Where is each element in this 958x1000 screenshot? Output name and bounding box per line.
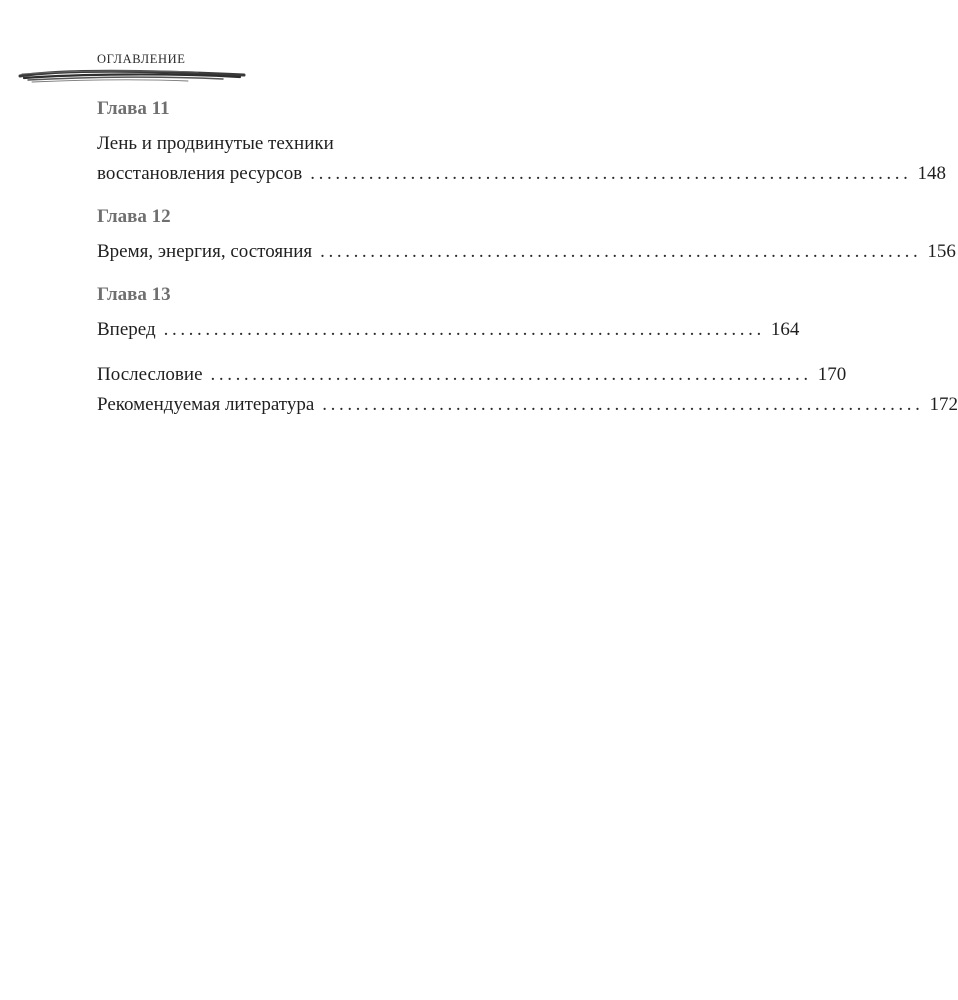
running-head: ОГЛАВЛЕНИЕ [97,52,186,66]
toc-entry-title: Послесловие [97,364,203,385]
chapter-heading: Глава 12 [97,206,171,227]
toc-chapter-13 [97,282,800,345]
toc-entry[interactable] [97,315,800,345]
toc-page-number: 172 [929,394,958,415]
dot-leader: ........................................................................ [163,319,765,340]
toc-entry[interactable] [97,129,946,189]
toc-entry-title: Вперед [97,319,156,340]
toc-page-number: 156 [927,241,956,262]
toc-entry[interactable] [97,237,956,267]
toc-entry-title-continued: восстановления ресурсов [97,163,303,184]
toc-page-number: 148 [917,163,946,184]
brush-stroke-decoration [18,66,246,86]
dot-leader: ........................................................................ [320,241,922,262]
chapter-heading: Глава 11 [97,98,170,119]
toc-page-number: 170 [817,364,847,385]
toc-entry-title: Время, энергия, состояния [97,241,313,262]
dot-leader: ........................................................................ [210,364,812,385]
dot-leader: ........................................................................ [322,394,924,415]
toc-entry-reading-list[interactable] [97,390,958,420]
chapter-heading: Глава 13 [97,284,171,305]
table-of-contents [97,96,958,420]
toc-entry-title: Рекомендуемая литература [97,394,315,415]
dot-leader: ........................................................................ [310,163,912,184]
toc-entry-title: Лень и продвинутые техники [97,133,334,154]
toc-chapter-11 [97,96,946,189]
toc-page-number: 164 [770,319,800,340]
toc-chapter-12 [97,204,956,267]
toc-entry-afterword[interactable] [97,360,847,390]
